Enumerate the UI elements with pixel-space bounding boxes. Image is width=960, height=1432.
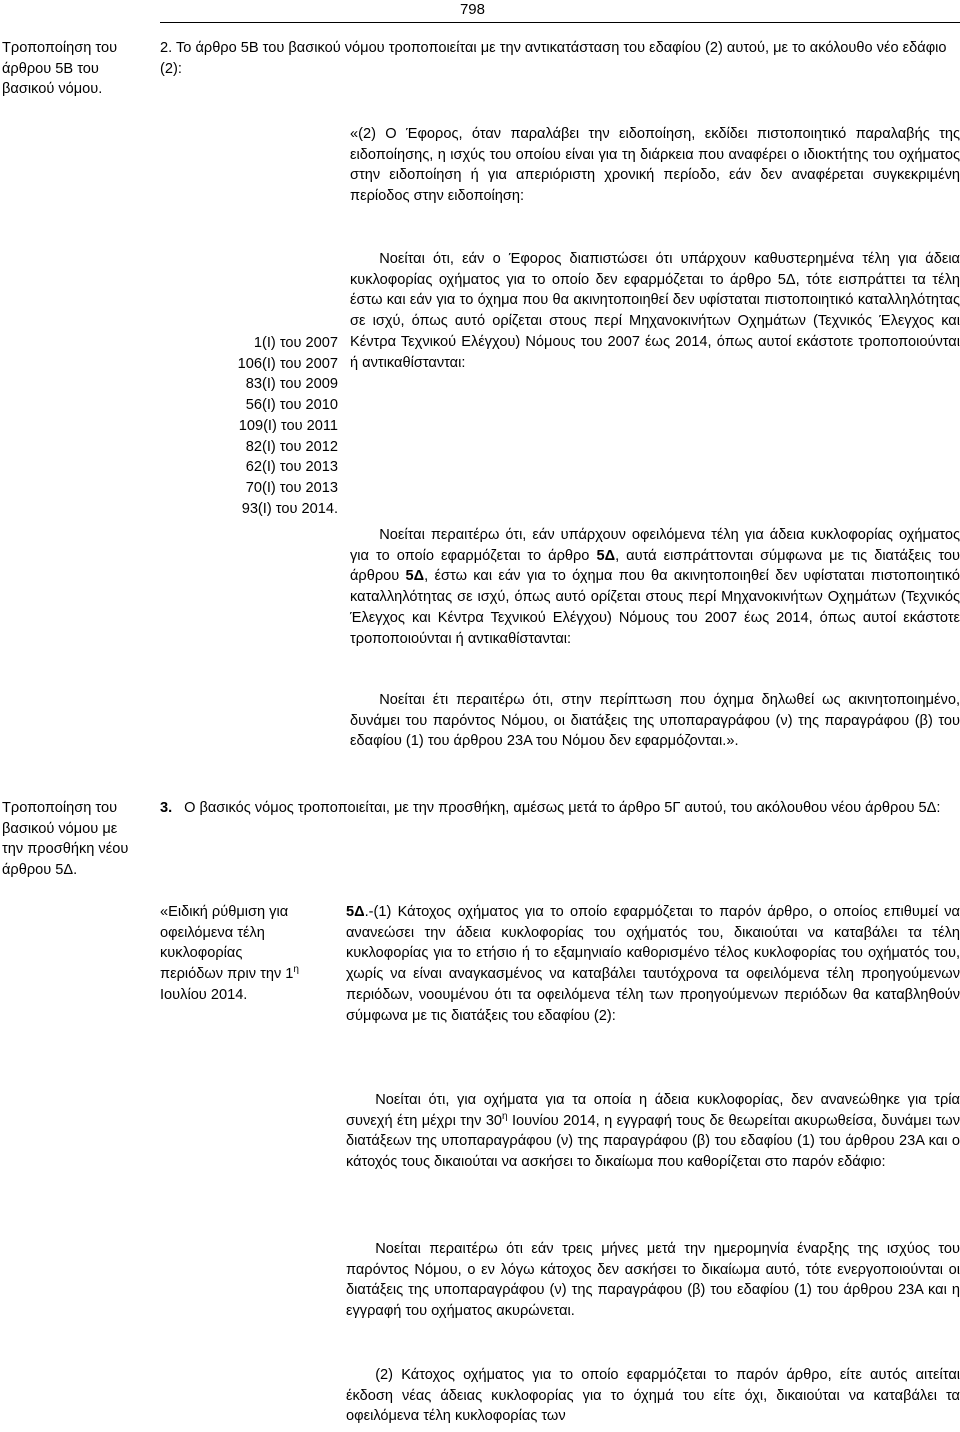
side-heading-line: κυκλοφορίας — [160, 945, 243, 962]
ordinal-superscript: η — [293, 964, 299, 976]
proviso-text: Νοείται ότι, για οχήματα για τα οποία η άδεια κυκλοφορίας, δεν ανανεώθηκε για τρία συνεχή έτη μέχρι την 30 — [346, 1092, 960, 1129]
margin-note-amend-5b: Τροποποίηση του άρθρου 5Β του βασικού νόμου. — [2, 40, 118, 98]
header-rule — [160, 22, 960, 23]
section-3-intro — [160, 798, 960, 819]
article-number: 5Δ — [346, 904, 365, 920]
side-heading-line: οφειλόμενα τέλη — [160, 924, 265, 941]
new-subsection-2: «(2) Ο Έφορος, όταν παραλάβει την ειδοποίηση, εκδίδει πιστοποιητικό παραλαβής της ειδοποίησης, η ισχύς του οποίου είναι για τη διάρκεια που αναφέρει ο ιδιοκτήτης του οχήματος στην ειδοποίηση ή για απεριόριστη χρονική περίοδο, εάν δεν αναφέρεται συγκεκριμένη περίοδος στην ειδοποίηση: — [350, 126, 960, 205]
section-number: 2. — [160, 40, 173, 56]
proviso-owed-fees — [350, 525, 960, 649]
article-5d-proviso-2: Νοείται περαιτέρω ότι εάν τρεις μήνες μετά την ημερομηνία έναρξης της ισχύος του παρόντος Νόμου, ο εν λόγω κάτοχος δεν ασκήσει το δικαίωμα αυτό, τότε ενεργοποιούνται οι διατάξεις της υποπαραγράφου (ν) της παραγράφου (β) του εδαφίου (1) του άρθρου 23Α και η εγγραφή του οχήματος ακυρώνεται. — [346, 1241, 960, 1320]
law-citation: 109(I) του 2011 — [238, 417, 338, 434]
proviso-text: , έστω και εάν για το όχημα που θα ακινητοποιηθεί δεν υφίσταται πιστοποιητικό καταλληλότητας σε ισχύ, όπως αυτό ορίζεται στους περί Μηχανοκινήτων Οχημάτων (Τεχνικός Έλεγχος και Κέντρα Τεχνικού Ελέγχου) Νόμους του 2007 έως 2014, όπως αυτοί εκάστοτε τροποποιούνται ή αντικαθίστανται: — [350, 568, 960, 647]
law-citation: 93(I) του 2014. — [241, 500, 338, 517]
article-ref: 5Δ — [596, 547, 616, 564]
margin-note-add-5d: Τροποποίηση του βασικού νόμου με την προσθήκη νέου άρθρου 5Δ. — [2, 800, 129, 879]
side-heading-line — [160, 964, 340, 985]
proviso-overdue-fees: Νοείται ότι, εάν ο Έφορος διαπιστώσει ότι υπάρχουν καθυστερημένα τέλη για άδεια κυκλοφορίας οχήματος για το οποίο δεν εφαρμόζεται το άρθρο 5Δ, τότε εισπράττει τα τέλη έστω και εάν για το όχημα που θα ακινητοποιηθεί δεν υφίσταται πιστοποιητικό καταλληλότητας σε ισχύ, όπως αυτό ορίζεται στους περί Μηχανοκινήτων Οχημάτων (Τεχνικός Έλεγχος και Κέντρα Τεχνικού Ελέγχου) Νόμους του 2007 έως 2014, όπως αυτοί εκάστοτε τροποποιούνται ή αντικαθίστανται: — [350, 251, 960, 371]
proviso-text: , αυτά εισπράττονται σύμφωνα με τις διατάξεις του άρθρου — [350, 547, 960, 585]
section-intro-text: Το άρθρο 5Β του βασικού νόμου τροποποιείται με την αντικατάσταση του εδαφίου (2) αυτού, με το ακόλουθο νέο εδάφιο (2): — [160, 40, 947, 77]
side-heading-line: Ιουλίου 2014. — [160, 986, 248, 1003]
law-citation: 70(I) του 2013 — [245, 479, 338, 496]
side-heading-line: «Ειδική ρύθμιση για — [160, 904, 289, 920]
law-citation: 83(I) του 2009 — [245, 376, 338, 393]
law-citations — [190, 333, 338, 519]
law-citation: 62(I) του 2013 — [245, 459, 338, 476]
page-number: 798 — [459, 1, 485, 18]
proviso-text: Ιουνίου 2014, η εγγραφή τους δε θεωρείται ακυρωθείσα, δυνάμει των διατάξεων της υποπαραγράφου (ν) της παραγράφου (β) του εδαφίου (1) του άρθρου 23Α και ο κάτοχός τους δικαιούται να ασκήσει το δικαίωμα που καθορίζεται στο παρόν εδάφιο: — [346, 1112, 960, 1171]
section-2-intro — [160, 38, 960, 79]
law-citation: 1(I) του 2007 — [253, 335, 338, 351]
proviso-text: Νοείται περαιτέρω ότι, εάν υπάρχουν οφειλόμενα τέλη για άδεια κυκλοφορίας οχήματος για το οποίο εφαρμόζεται το άρθρο — [350, 527, 960, 564]
subsection-text: .-(1) Κάτοχος οχήματος για το οποίο εφαρμόζεται το παρόν άρθρο, ο οποίος επιθυμεί να ανανεώσει την άδεια κυκλοφορίας του οχήματός του, δικαιούται να καταβάλει τα τέλη κυκλοφορίας για το ετήσιο ή το εξαμηνιαίο καθορισμένο τέλος κυκλοφορίας του οχήματός του, χωρίς να είναι αναγκασμένος να καταβάλει ταυτόχρονα τα οφειλόμενα τέλη προηγούμενων περιόδων, νοουμένου ότι τα οφειλόμενα τέλη των προηγούμενων περιόδων θα καταβληθούν σύμφωνα με τις διατάξεις του εδαφίου (2): — [346, 904, 960, 1024]
article-ref: 5Δ — [405, 568, 425, 585]
ordinal-superscript: η — [502, 1110, 508, 1122]
article-5d-subsection-2: (2) Κάτοχος οχήματος για το οποίο εφαρμόζεται το παρόν άρθρο, είτε αυτός αιτείται έκδοση νέας άδειας κυκλοφορίας για το όχημά του είτε όχι, δικαιούται να καταβάλει τα οφειλόμενα τέλη κυκλοφορίας των — [346, 1367, 960, 1425]
article-5d-proviso-1 — [346, 1090, 960, 1173]
article-5d-subsection-1 — [346, 902, 960, 1026]
section-number: 3. — [160, 800, 173, 816]
law-citation: 56(I) του 2010 — [245, 397, 338, 414]
section-intro-text: Ο βασικός νόμος τροποποιείται, με την προσθήκη, αμέσως μετά το άρθρο 5Γ αυτού, του ακόλουθου νέου άρθρου 5Δ: — [184, 800, 941, 816]
law-citation: 106(I) του 2007 — [237, 355, 338, 372]
proviso-immobilized-vehicle: Νοείται έτι περαιτέρω ότι, στην περίπτωση που όχημα δηλωθεί ως ακινητοποιημένο, δυνάμει του παρόντος Νόμου, οι διατάξεις της υποπαραγράφου (ν) της παραγράφου (β) του εδαφίου (1) του άρθρου 23Α του Νόμου δεν εφαρμόζονται.». — [350, 692, 960, 750]
side-heading-text: περιόδων πριν την 1 — [160, 966, 294, 983]
law-citation: 82(I) του 2012 — [245, 438, 338, 455]
article-5d-side-heading — [160, 902, 340, 1006]
